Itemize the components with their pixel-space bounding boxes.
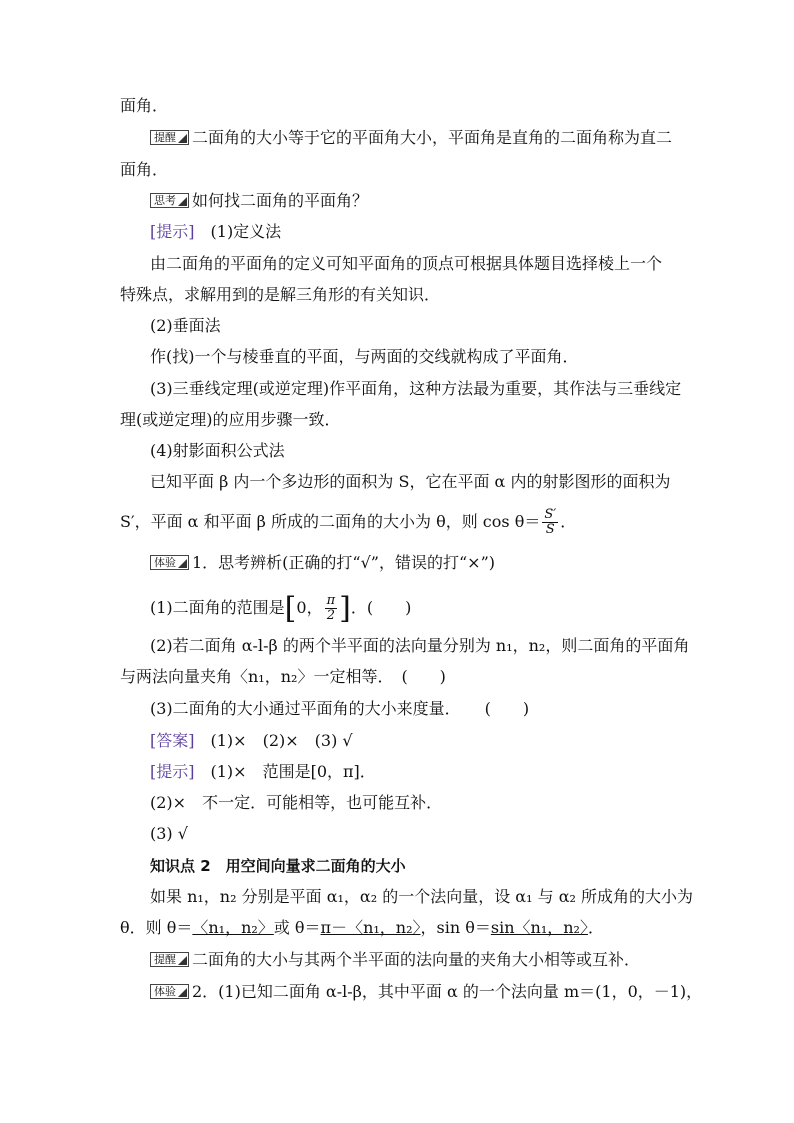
answer-label: [答案] (150, 731, 195, 750)
pi-half-fraction: $\frac{\pi}{2}$ (326, 593, 336, 623)
reminder-tag: 提醒 (150, 952, 189, 967)
formula-line: S′，平面 α 和平面 β 所成的二面角的大小为 θ，则 cos θ＝ $\frac{S'}{S}$ ． (120, 507, 577, 537)
text-line: 特殊点，求解用到的是解三角形的有关知识． (120, 285, 441, 304)
text-line: 如果 n₁，n₂ 分别是平面 α₁，α₂ 的一个法向量，设 α₁ 与 α₂ 所成角的大小为 (150, 887, 694, 906)
section-heading: 知识点 2 用空间向量求二面角的大小 (150, 857, 406, 875)
text-line: (2)垂面法 (150, 316, 221, 335)
think-paragraph: 思考 如何找二面角的平面角？ (150, 191, 710, 211)
formula-line: θ．则 θ＝〈n₁，n₂〉或 θ＝π－〈n₁，n₂〉，sin θ＝sin〈n₁，n₂〉． (120, 918, 604, 937)
text-line: (2)若二面角 α-l-β 的两个半平面的法向量分别为 n₁，n₂，则二面角的平面角 (150, 636, 690, 655)
experience-tag: 体验 (150, 984, 189, 999)
text-line: 作(找)一个与棱垂直的平面，与两面的交线就构成了平面角． (150, 347, 579, 366)
think-tag: 思考 (150, 193, 189, 208)
text-line: (3)三垂线定理(或逆定理)作平面角，这种方法最为重要，其作法与三垂线定 (150, 379, 682, 398)
reminder-tag: 提醒 (150, 130, 189, 145)
text-line: 面角． (120, 160, 169, 179)
experience-paragraph: 体验 1．思考辨析(正确的打“√”，错误的打“×”) (150, 553, 710, 573)
answer-line: [答案] (1)× (2)× (3) √ (150, 731, 353, 750)
reminder-paragraph: 提醒 二面角的大小等于它的平面角大小，平面角是直角的二面角称为直二 (150, 128, 710, 148)
hint-line: [提示] (1)× 范围是[0，π]． (150, 762, 376, 781)
text-line: 已知平面 β 内一个多边形的面积为 S，它在平面 α 内的射影图形的面积为 (150, 472, 671, 491)
experience-tag: 体验 (150, 555, 189, 570)
text-line: 与两法向量夹角〈n₁，n₂〉一定相等． ( ) (120, 667, 446, 686)
text-line: 由二面角的平面角的定义可知平面角的顶点可根据具体题目选择棱上一个 (150, 254, 663, 273)
text-line: (2)× 不一定．可能相等，也可能互补． (150, 793, 443, 812)
text-line: (3) √ (150, 824, 188, 843)
reminder-paragraph: 提醒 二面角的大小与其两个半平面的法向量的夹角大小相等或互补． (150, 950, 710, 970)
experience-paragraph: 体验 2．(1)已知二面角 α-l-β，其中平面 α 的一个法向量 m＝(1，0，－1)， (150, 982, 710, 1002)
hint-label: [提示] (150, 222, 195, 241)
text-line: (4)射影面积公式法 (150, 441, 285, 460)
question-line: (1)二面角的范围是[0， $\frac{\pi}{2}$ ]．( ) (150, 591, 412, 626)
text-line: 理(或逆定理)的应用步骤一致． (120, 410, 341, 429)
text-line: (3)二面角的大小通过平面角的大小来度量． ( ) (150, 699, 530, 718)
text-line: 面角． (120, 96, 169, 115)
area-fraction: $\frac{S'}{S}$ (544, 507, 557, 537)
hint-line: [提示] (1)定义法 (150, 222, 282, 241)
hint-label: [提示] (150, 762, 195, 781)
